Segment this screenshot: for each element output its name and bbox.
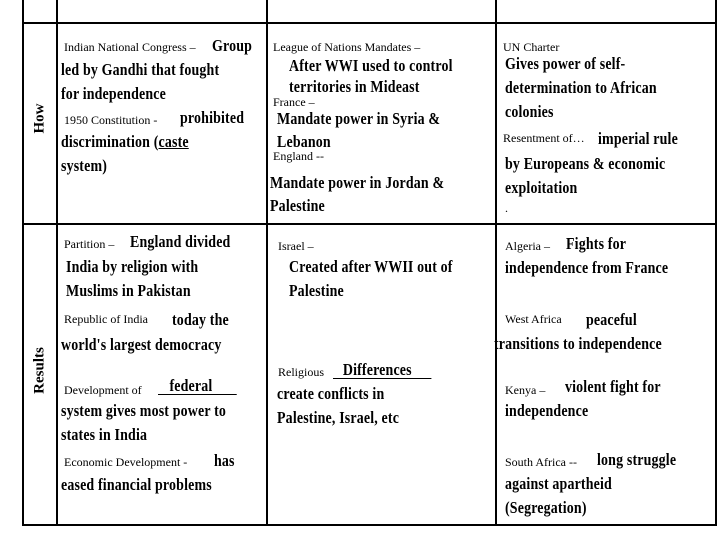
league-text-2: territories in Mideast [289,77,420,96]
const-label: 1950 Constitution - [64,113,158,127]
france-text-1: Mandate power in Syria & [277,109,441,128]
resent-text-1: imperial rule [598,129,678,148]
wa-text-2: transitions to independence [494,334,662,353]
israel-text-1: Created after WWII out of [289,257,453,276]
partition-label: Partition – [64,237,115,251]
inc-text-1: Group [212,36,253,55]
const-text-2 [61,133,189,150]
partition-text-2: India by religion with [66,257,199,276]
const-text-2b: caste [158,132,189,151]
israel-text-2: Palestine [289,281,344,300]
republic-text-2: world's largest democracy [61,335,222,354]
inc-label: Indian National Congress – [64,40,196,54]
un-text-1: Gives power of self- [505,54,626,73]
sa-text-2: against apartheid [505,474,612,493]
england-label: England -- [273,149,324,163]
rel-label: Religious [278,365,325,379]
england-text-2: Palestine [270,196,325,215]
dev-label: Development of [64,383,142,397]
const-text-3: system) [61,156,108,175]
israel-label: Israel – [278,239,314,253]
inc-text-3: for independence [61,84,166,103]
row-label-results: Results [31,347,48,394]
resent-text-2: by Europeans & economic [505,154,666,173]
republic-text-1: today the [172,310,229,329]
league-label: League of Nations Mandates – [273,40,421,54]
partition-text-1: England divided [130,232,231,251]
econ-label: Economic Development - [64,455,188,469]
const-text-2a: discrimination ( [61,132,159,151]
partition-text-3: Muslims in Pakistan [66,281,191,300]
kenya-text-2: independence [505,401,589,420]
algeria-text-1: Fights for [566,234,627,253]
algeria-text-2: independence from France [505,258,669,277]
france-text-2: Lebanon [277,132,331,151]
grid-line-col2 [266,0,268,526]
stray-dot: . [505,201,508,215]
league-text-1: After WWI used to control [289,56,453,75]
republic-label: Republic of India [64,312,148,326]
rel-text-3: Palestine, Israel, etc [277,408,400,427]
resent-label: Resentment of… [503,131,585,145]
rel-text-1: Differences [333,361,431,379]
sa-label: South Africa -- [505,455,577,469]
un-text-2: determination to African [505,78,657,97]
france-label: France – [273,95,315,109]
grid-line-left [22,0,24,526]
sa-text-3: (Segregation) [505,498,587,517]
sa-text-1: long struggle [597,450,677,469]
grid-line-col1 [56,0,58,526]
grid-line-bottom [22,524,717,526]
un-label: UN Charter [503,40,560,54]
dev-text-3: states in India [61,425,148,444]
dev-text-1: federal [158,377,237,395]
const-text-1: prohibited [180,108,245,127]
kenya-label: Kenya – [505,383,546,397]
resent-text-3: exploitation [505,178,578,197]
grid-line-col3 [495,0,497,526]
un-text-3: colonies [505,102,554,121]
grid-line-right [715,0,717,526]
algeria-label: Algeria – [505,239,550,253]
inc-text-2: led by Gandhi that fought [61,60,220,79]
rel-text-2: create conflicts in [277,384,385,403]
grid-line-middle [22,223,717,225]
kenya-text-1: violent fight for [565,377,661,396]
econ-text-1: has [214,451,235,470]
dev-text-2: system gives most power to [61,401,227,420]
row-label-how: How [31,103,48,134]
wa-text-1: peaceful [586,310,637,329]
grid-line-top [22,22,717,24]
england-text-1: Mandate power in Jordan & [270,173,445,192]
econ-text-2: eased financial problems [61,475,212,494]
wa-label: West Africa [505,312,562,326]
